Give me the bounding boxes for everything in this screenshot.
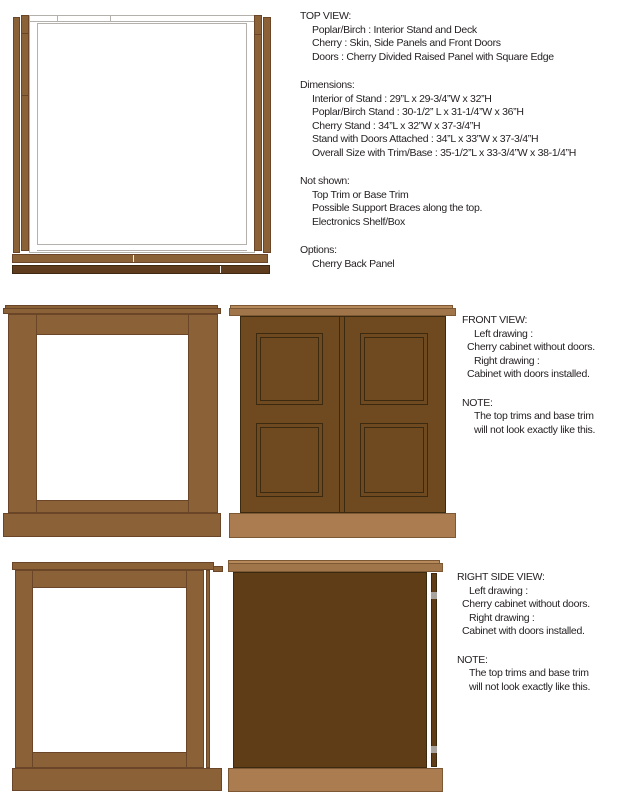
left-door-upper-panel-field bbox=[260, 337, 319, 401]
base-trim bbox=[229, 513, 456, 538]
left-outer-skin-strip bbox=[13, 17, 20, 253]
material-line: Doors : Cherry Divided Raised Panel with Square Edge bbox=[312, 50, 554, 63]
hinge-mark bbox=[431, 746, 437, 753]
note-line: The top trims and base trim bbox=[474, 410, 594, 422]
front-rail-bar bbox=[12, 265, 270, 274]
legend-line: Cherry cabinet without doors. bbox=[467, 341, 595, 353]
dimension-line: Overall Size with Trim/Base : 35-1/2”L x 33-3/4”W x 38-1/4”H bbox=[312, 146, 577, 159]
not-shown-line: Top Trim or Base Trim bbox=[312, 188, 409, 201]
legend-line: Right drawing : bbox=[469, 611, 535, 624]
material-line: Poplar/Birch : Interior Stand and Deck bbox=[312, 23, 477, 36]
deck-edge-line bbox=[29, 21, 255, 22]
right-stile bbox=[188, 314, 218, 513]
front-view-no-doors bbox=[3, 305, 222, 538]
skin-joint-tick bbox=[21, 33, 29, 34]
dimension-line: Cherry Stand : 34”L x 32”W x 37-3/4”H bbox=[312, 119, 481, 132]
options-heading: Options: bbox=[300, 244, 337, 256]
front-view-notes bbox=[462, 314, 595, 437]
door-gap bbox=[339, 316, 345, 513]
right-inner-skin-strip bbox=[254, 15, 262, 251]
note-heading: NOTE: bbox=[457, 653, 488, 666]
side-panel bbox=[233, 572, 427, 768]
base-trim bbox=[3, 513, 221, 537]
deck-joint-tick bbox=[57, 15, 58, 21]
option-line: Cherry Back Panel bbox=[312, 257, 395, 270]
note-line: The top trims and base trim bbox=[469, 667, 589, 679]
bottom-rail bbox=[36, 500, 189, 513]
top-view-drawing bbox=[12, 14, 272, 274]
base-trim bbox=[12, 768, 222, 791]
top-trim-step bbox=[213, 566, 223, 572]
door-edge bbox=[431, 573, 437, 767]
material-line: Cherry : Skin, Side Panels and Front Doors bbox=[312, 37, 501, 49]
note-line: will not look exactly like this. bbox=[469, 680, 591, 693]
notes-heading: FRONT VIEW: bbox=[462, 314, 528, 326]
note-line: will not look exactly like this. bbox=[474, 423, 596, 436]
cherry-skin-edge bbox=[206, 570, 210, 768]
legend-line: Left drawing : bbox=[469, 584, 528, 597]
legend-line: Cherry cabinet without doors. bbox=[462, 598, 590, 610]
notes-heading: RIGHT SIDE VIEW: bbox=[457, 571, 545, 583]
dimension-line: Poplar/Birch Stand : 30-1/2” L x 31-1/4”W x 36”H bbox=[312, 106, 524, 118]
dimension-line: Interior of Stand : 29”L x 29-3/4”W x 32”H bbox=[312, 92, 492, 105]
interior-stand-outline bbox=[37, 23, 247, 245]
side-view-no-doors bbox=[12, 560, 224, 793]
left-stile bbox=[8, 314, 37, 513]
dimensions-heading: Dimensions: bbox=[300, 79, 355, 91]
note-heading: NOTE: bbox=[462, 396, 493, 409]
right-stile bbox=[186, 570, 204, 768]
not-shown-heading: Not shown: bbox=[300, 175, 350, 187]
top-trim bbox=[229, 308, 456, 316]
top-trim bbox=[228, 563, 443, 572]
dimension-line: Stand with Doors Attached : 34”L x 33”W x 37-3/4”H bbox=[312, 133, 539, 145]
not-shown-line: Possible Support Braces along the top. bbox=[312, 202, 483, 214]
not-shown-line: Electronics Shelf/Box bbox=[312, 215, 405, 228]
side-view-notes bbox=[457, 571, 590, 694]
left-stile bbox=[15, 570, 33, 768]
right-outer-skin-strip bbox=[263, 17, 271, 253]
base-trim bbox=[228, 768, 443, 792]
top-trim bbox=[12, 562, 214, 570]
board-joint bbox=[220, 266, 221, 273]
right-door-lower-panel-field bbox=[364, 427, 424, 493]
bottom-rail bbox=[32, 752, 187, 768]
top-rail bbox=[32, 570, 187, 588]
front-view-with-doors bbox=[229, 305, 457, 538]
legend-line: Right drawing : bbox=[474, 354, 540, 367]
left-inner-skin-strip bbox=[21, 15, 29, 251]
skin-joint-tick bbox=[21, 95, 29, 96]
legend-line: Left drawing : bbox=[474, 327, 533, 340]
deck-joint-tick bbox=[110, 15, 111, 21]
side-view-with-doors bbox=[228, 558, 448, 794]
legend-line: Cabinet with doors installed. bbox=[467, 368, 590, 380]
notes-heading: TOP VIEW: bbox=[300, 10, 351, 22]
top-view-notes bbox=[300, 10, 576, 271]
board-joint bbox=[133, 255, 134, 262]
right-door-upper-panel-field bbox=[364, 337, 424, 401]
front-edge-board bbox=[12, 254, 268, 263]
deck-back-edge-line bbox=[37, 250, 247, 251]
top-rail bbox=[36, 314, 189, 335]
legend-line: Cabinet with doors installed. bbox=[462, 625, 585, 637]
hinge-mark bbox=[431, 592, 437, 599]
left-door-lower-panel-field bbox=[260, 427, 319, 493]
skin-joint-tick bbox=[254, 34, 262, 35]
